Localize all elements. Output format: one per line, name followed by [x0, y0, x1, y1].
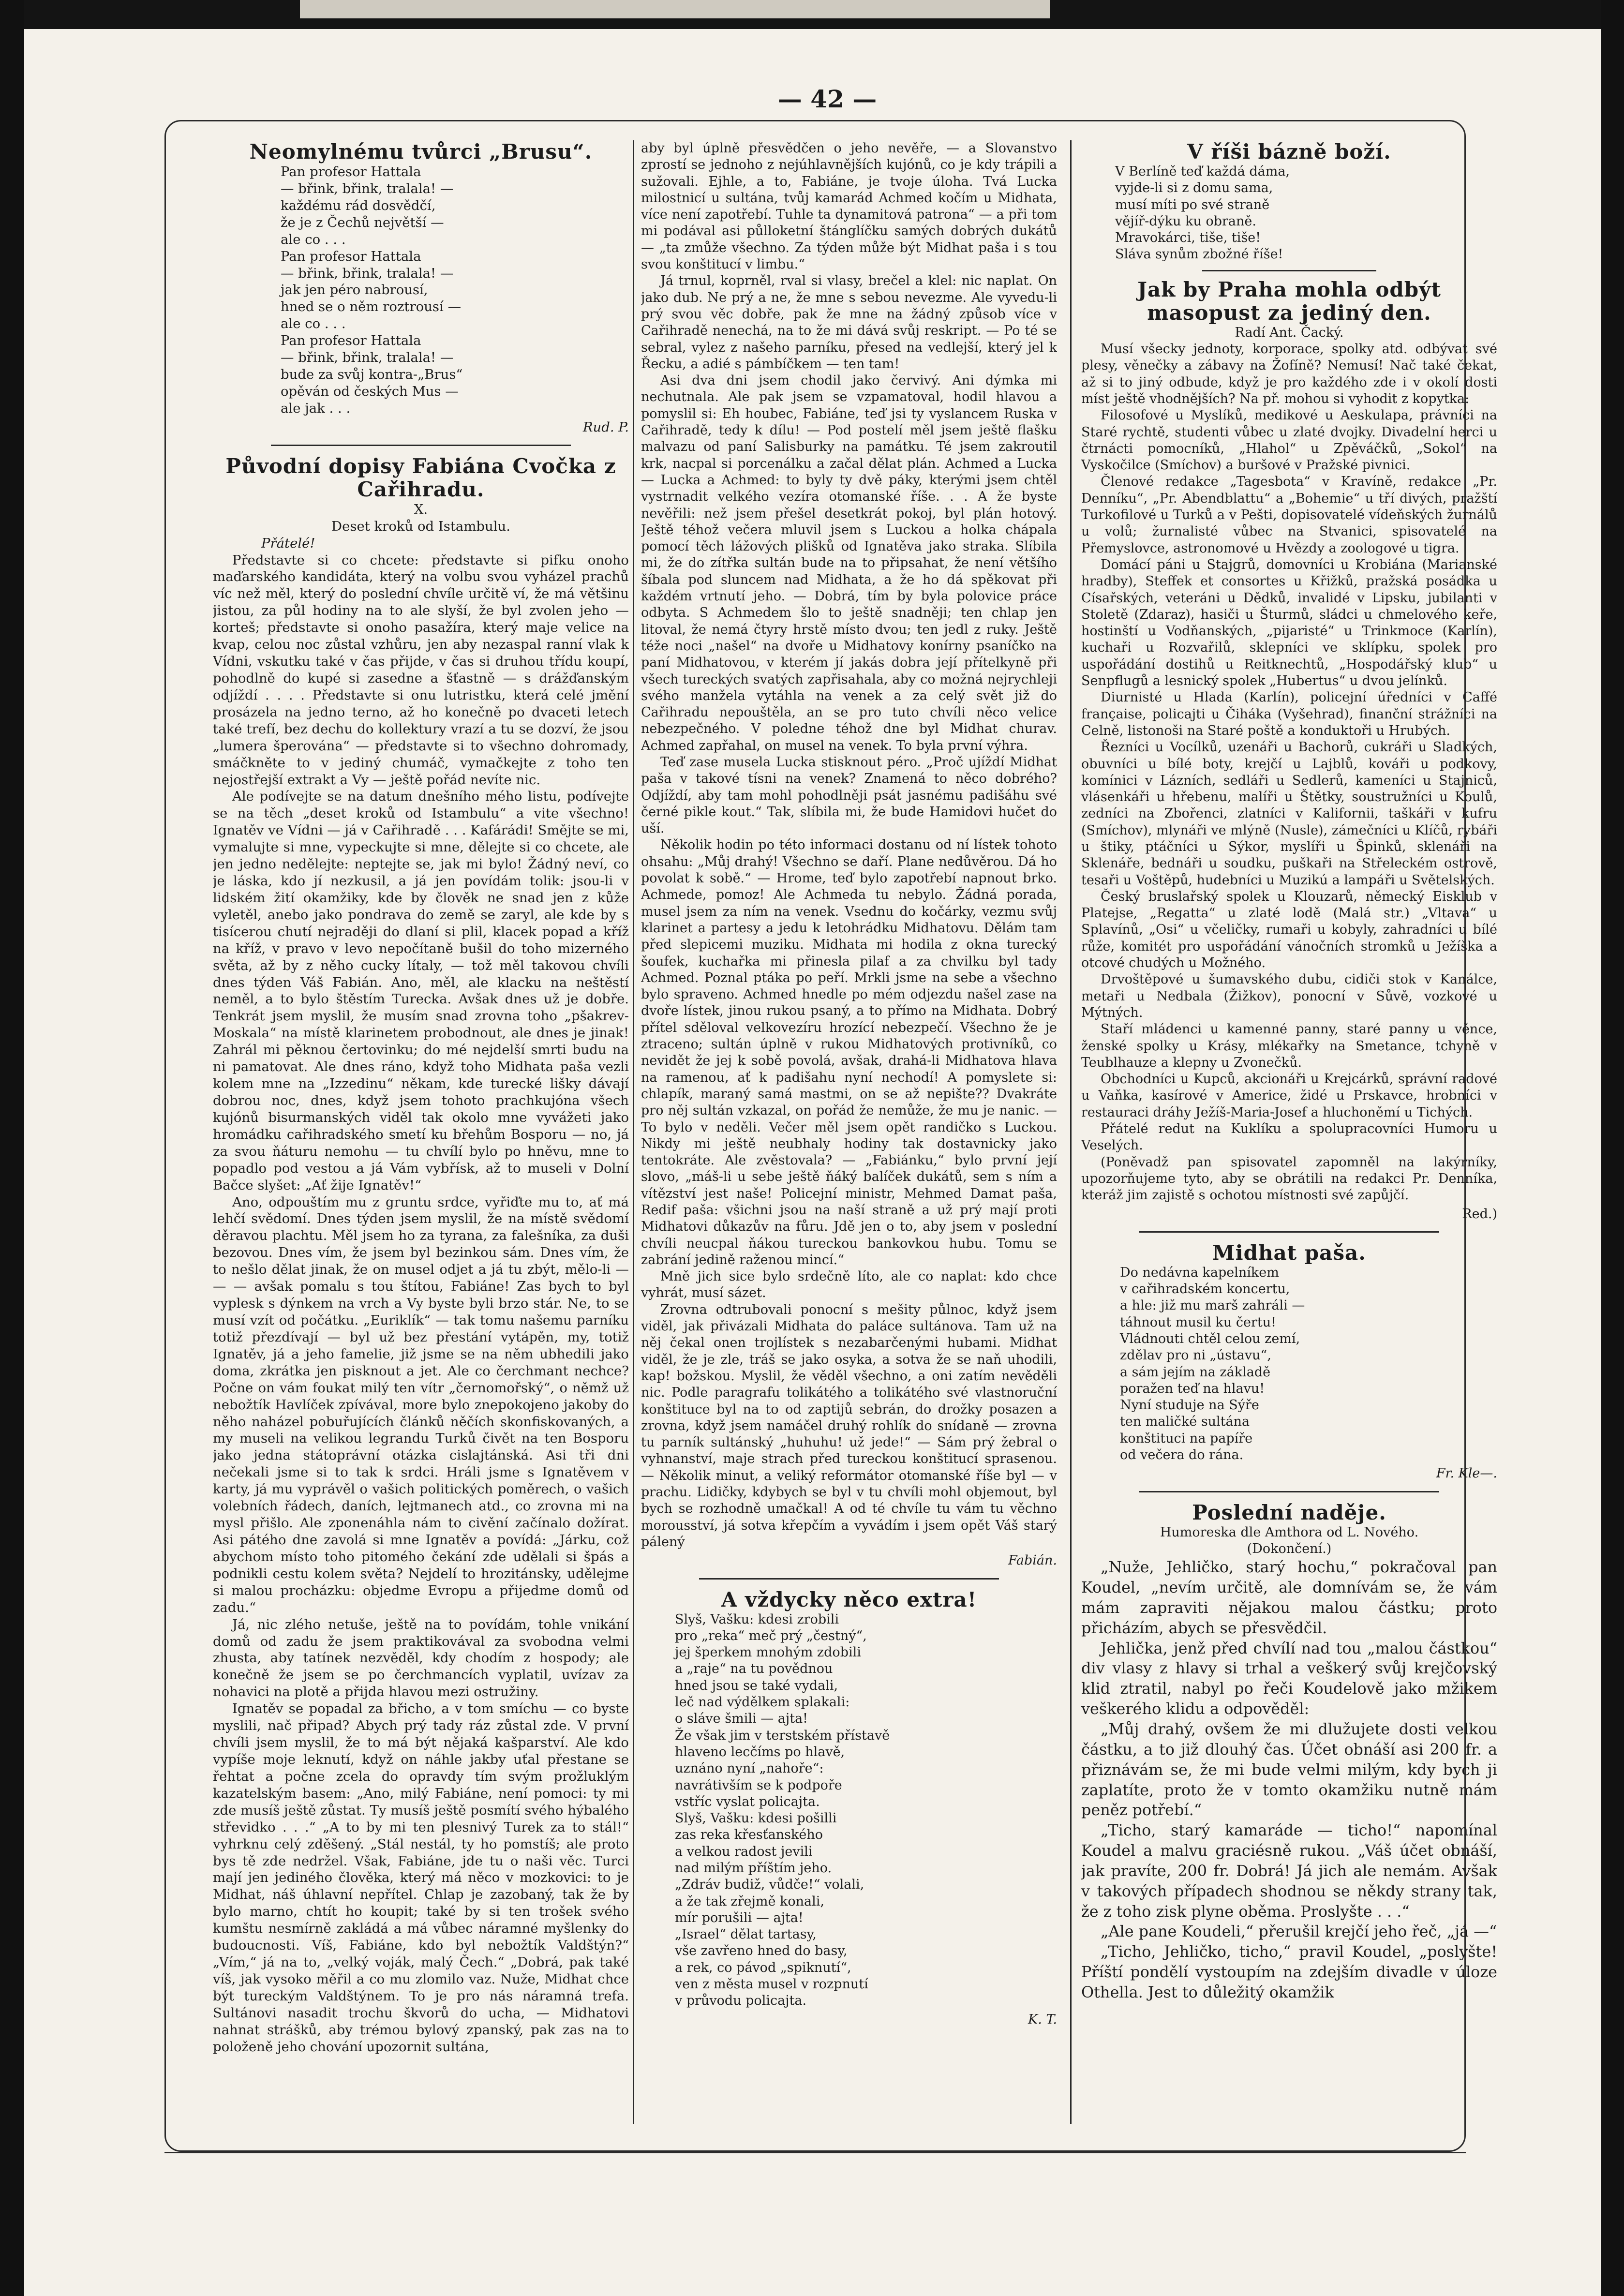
- poem-text: Pan profesor Hattala — břink, břink, tralala! — každému rád dosvědčí, že je z Čechů největší — ale co . . . Pan profesor Hattala — břink, břink, tralala! — jak jen péro nabrousí, hned se o něm roztrousí — ale co . . . Pan profesor Hattala — břink, břink, tralala! — bude za svůj kontra-„Brus“ opěván od českých Mus — ale jak . . .: [281, 164, 463, 416]
- paragraph: „Ticho, starý kamaráde — ticho!“ napomínal Koudel a malvu graciésně rukou. „Váš účet obnáší, jak pravíte, 200 fr. Dobrá! Já jich ale nemám. Avšak v takových případech shodnou se někdy strany tak, že z toho zisk plyne oběma. Proslyšte . . .“: [1081, 1821, 1497, 1921]
- author-signature: Rud. P.: [582, 419, 629, 435]
- separator: [1202, 270, 1376, 271]
- separator: [699, 1578, 999, 1580]
- paragraph: „Ticho, Jehličko, ticho,“ pravil Koudel, „poslyšte! Příští pondělí vystoupím na zdejším divadle v úloze Othella. Jest to důležitý okamžik: [1081, 1942, 1497, 2001]
- paragraph: Ano, odpouštím mu z gruntu srdce, vyřiďte mu to, ať má lehčí svědomí. Dnes týden jsem myslil, že na místě svědomí děravou plachtu. Měl jsem ho za tyrana, za falešníka, za duši bezovou. Dnes vím, že jsem byl bezinkou sám. Dnes vím, že to nešlo dělat jinak, že on musel odjet a já tu zbýt, mělo-li — — — avšak pomalu s tou štítou, Fabiáne! Zas bych to byl vyplesk s dýnkem na vrch a Vy byste byli brzo stár. Ne, to se musí vzít od počátku. „Euriklík“ — tak tomu našemu parníku totiž přezdívají — byl už bez přestání vytápěn, my, totiž Ignatěv, já a jeho famelie, již jsme se na něm ubhedili jako doma, zkrátka jen pisknout a jet. Ale co čerchmant nechce? Počne on vám foukat milý ten vítr „černomořský“, o němž už nebožtík Havlíček zpívával, more bylo znepokojeno jakoby do něho naházel pobuřujících článků něčích skonfiskovaných, a my museli na velikou legrandu Turků čivět na ten Bosporu jako jedna státoprávní otázka cislajtánská. Asi tři dni nečekali jsme si to tak k srdci. Hráli jsme s Ignatěvem v karty, já mu vyprávěl o vašich politických poměrech, o vašich volebních řádech, daních, lejtmanech atd., co zrovna mi na mysl přišlo. Ale zponenáhla nám to civění začínalo dožírat. Asi pátého dne zavolá si mne Ignatěv a povídá: „Járku, což abychom místo toho pitomého čekání zde udělali si špás a podnikli cestu kolem světa? Nejdelí to hrozitánsky, udělejme si malou procházku: objedme Evropu a přijedme domů od zadu.“: [213, 1194, 629, 1615]
- column-1: [213, 140, 629, 2080]
- editor-signature: Red.): [1462, 1206, 1497, 1222]
- letter-greeting: Přátelé!: [261, 535, 315, 551]
- column-rule-2: [1070, 140, 1072, 2124]
- article-subtitle: Deset kroků od Istambulu.: [331, 518, 510, 534]
- poem-text: V Berlíně teď každá dáma, vyjde-li si z domu sama, musí míti po své straně vějíř-dýku ku obraně. Mravokárci, tiše, tiše! Sláva synům zbožné říše!: [1115, 164, 1290, 262]
- poem-text: Slyš, Vašku: kdesi zrobili pro „reka“ meč prý „čestný“, jej šperkem mnohým zdobili a „raje“ na tu povědnou hned jsou se také vydali, leč nad výdělkem splakali: o sláve šmili — ajta! Že však jim v terstském přístavě hlaveno lecčíms po hlavě, uznáno nyní „nahoře“: navrátivším se k podpoře vstříc vyslat policajta. Slyš, Vašku: kdesi pošilli zas reka křesťanského a velkou radost jevili nad milým příštím jeho. „Zdráv budiž, vůdče!“ volali, a že tak zřejmě konali, mír porušili — ajta! „Israel“ dělat tartasy, vše zavřeno hned do basy, a rek, co pávod „spiknutí“, ven z města musel v rozpnutí v průvodu policajta.: [675, 1611, 890, 2009]
- paragraph: Domácí páni u Stajgrů, domovníci u Krobiána (Marianské hradby), Steffek et consortes u Křižků, pražská posádka u Císařských, veteráni u Dědků, invalidé v Lipsku, jubilanti v Stoletě (Zdaraz), hasiči u Šturmů, sládci u chmelového keře, hostinští u Vodňanských, „pijaristé“ u Trinkmoce (Karlín), kuchaři u Rozvařilů, sklepníci ve sklípku, spolek pro uspořádání dostihů u Reitknechtů, „Hospodářský klub“ u Senpflugů a lesnický spolek „Hubertus“ u dvou jelínků.: [1081, 557, 1497, 689]
- poem-title: Midhat paša.: [1212, 1240, 1366, 1265]
- paragraph: Členové redakce „Tagesbota“ v Kravíně, redakce „Pr. Denníku“, „Pr. Abendblattu“ a „Bohemie“ u tří divých, pražští Turkofilové u Turků a v Pešti, dopisovatelé vídeňských žurnálů u volů; žurnalisté vůbec na Stvanici, spisovatelé na Přemyslovce, astronomové u Hvězdy a zoologové u tigra.: [1081, 474, 1497, 556]
- paragraph: Ignatěv se popadal za břicho, a v tom smíchu — co byste myslili, nač připad? Abych prý tady ráz zůstal zde. V první chvíli jsem myslil, že to má být nějaká kašparství. Ale kdo vypíše moje leknutí, když on náhle jakby uťal přestane se řehtat a počne zcela do opravdy tím svým prožluklým kazatelským basem: „Ano, milý Fabiáne, není pomoci: ty mi zde musíš ještě zůstat. Ty musíš ještě posmítí svého hýbalého střevidko . . .“ „A to by mi ten plesnivý Turek za to stál!“ vyhrknu celý zděšený. „Stál nestál, ty ho pomstíš; ale proto bys tě zde nedržel. Však, Fabiáne, jde tu o naši věc. Turci mají jen jediného člověka, který má něco v mozkovici: to je Midhat, náš úhlavní nepřítel. Chlap je zazobaný, tak že by bylo marno, chtít ho koupit; také by si ten trošek svého kumštu nesmírně zakládá a má vůbec náramné myšlenky do budoucnosti. Víš, Fabiáne, kdo byl nebožtík Valdštýn?“ „Vím,“ já na to, „velký voják, malý Čech.“ „Dobrá, pak také víš, jak vysoko měřil a co mu zlomilo vaz. Nuže, Midhat chce být tureckým Valdštýnem. To je pro nás náramná trefa. Sultánovi nasadit trochu škvorů do ucha, — Midhatovi nahnat strášků, aby trémou bylový zpanský, pak zas na to položeně jeho chování upozornit sultána,: [213, 1701, 629, 2055]
- chapter-number: X.: [414, 501, 428, 517]
- author-signature: K. T.: [1028, 2012, 1057, 2027]
- paragraph: Asi dva dni jsem chodil jako červivý. Ani dýmka mi nechutnala. Ale pak jsem se vzpamatoval, hodil hlavou a pomyslil si: Eh houbec, Fabiáne, teď jsi ty vyslancem Ruska v Cařihradě, tedy k dílu! — Pod postelí měl jsem ještě flašku malvazu od paní Salisburky na památku. Té jsem zakroutil krk, nacpal si porcenálku a začal dělat plán. Achmed a Lucka — Lucka a Achmed: to byly ty dvě páky, kterými jsem chtěl vystrnadit velkého vezíra otomanské říše. . . A že byste nevěřili: než jsem přešel desetkrát pokoj, byl plán hotový. Ještě téhož večera mluvil jsem s Luckou a holka chápala pomocí těch lážových plišků od Ignatěva jako straka. Slíbila mi, že do zítřka sultán bude na to připsahat, že není většího šíbala pod sluncem nad Midhata, a že ho dá spěkovat při každém vrtnutí jeho. — Dobrá, tím by byla polovice práce odbyta. S Achmedem šlo to ještě snadněji; ten chlap jen litoval, že nemá čtyry hrstě místo dvou; ten jedl z ruky. Ještě téže noci „našel“ na dvoře u Midhatovy konírny psaníčko na paní Midhatovou, v kterém jí jakás dobra její přítelkyně při všech tureckých svatých zapřisahala, aby co možná nejrychleji svého manžela vytáhla na venek a za celý svět již do Cařihradu nepouštěla, an se pro tuto chvíli něco velice nebezpečného. V poledne téhož dne byl Midhat churav. Achmed zapřahal, on musel na venek. To byla první výhra.: [641, 373, 1057, 753]
- paragraph: Ale podívejte se na datum dnešního mého listu, podívejte se na těch „deset kroků od Istambulu“ a vite všechno! Ignatěv ve Vídni — já v Cařihradě . . . Kafárádi! Smějte se mi, vymalujte si mne, vypeckujte si mne, dělejte si co chcete, ale jen jedno nedělejte: neptejte se, jak mi bylo! Žádný neví, co je láska, kdo jí nezkusil, a já jen povídám tolik: jsou-li v lidském žití okamžiky, kde by člověk ne snad jen z kůže vyletěl, anebo jako pondrava do země se zaryl, ale kde by s tisícerou chutí nejraději do dlaní si plil, klacek popad a kříž na kříž, v pravo v levo nepočítaně bušil do toho mizerného světa, až by z něho cucky lítaly, — tož měl takovou chvíli dnes týden Váš Fabián. Ano, měl, ale klacku na neštěstí neměl, a to bylo štěstím Turecka. Avšak dnes už je dobře. Tenkrát jsem myslil, že musím snad zrovna toho „pšakrev-Moskala“ na místě klarinetem probodnout, ale dnes je jinak! Zahrál mi pěknou čertovinku; do mé nejdelší smrti budu na ni pamatovat. Ale dnes ráno, když toho Midhata paša vezli kolem mne na „Izzedinu“ někam, kde turecké lišky dávají dobrou noc, dnes, když jsem tohoto prachkujóna všech kujónů bisurmanských viděl tak okolo mne vyvážeti jako hromádku cařihradského smetí ku břehům Bosporu — no, já za svou ňáturu nemohu — tu chvílí bylo po hněvu, mne to popadlo pod vestou a já Vám vybřísk, až to museli v Dolní Bačce slyšet: „Ať žije Ignatěv!“: [213, 789, 629, 1193]
- article-author: Radí Ant. Čacký.: [1235, 325, 1344, 340]
- separator: [271, 445, 571, 446]
- paragraph: Diurnisté u Hlada (Karlín), policejní úředníci v Caffé française, policajti u Čiháka (Vyšehrad), finanční strážníci na Celně, listonoši na Staré poště a konduktoři u Hrubých.: [1081, 690, 1497, 738]
- paragraph: (Poněvadž pan spisovatel zapomněl na lakýrníky, upozorňujeme tyto, aby se obrátili na redakci Pr. Denníka, kteráž jim zajistě s ochotou místnosti své zapůjčí.: [1081, 1154, 1497, 1203]
- separator: [1139, 1231, 1439, 1233]
- paragraph: „Nuže, Jehličko, starý hochu,“ pokračoval pan Koudel, „nevím určitě, ale domnívám se, že vám mám zapraviti nějakou malou částku; proto přicházím, abych se přesvědčil.: [1081, 1558, 1497, 1637]
- page-number: — 42 —: [777, 85, 877, 113]
- paragraph: Já, nic zlého netuše, ještě na to povídám, tohle vnikání domů od zadu že jsem praktikovával za svobodna velmi zhusta, aby tatínek nezvěděl, kdy chodím z hospody; ale konečně že jsem se po čerchmancích vyplatil, uvízav za nohavici na plotě a přijda hlavou mezi ostružiny.: [213, 1616, 629, 1700]
- paragraph: Teď zase musela Lucka stisknout péro. „Proč ujíždí Midhat paša v takové tísni na venek? Znamená to něco dobrého? Odjíždí, aby tam mohl pohodlněji psát jasnému padišáhu své černé pikle kout.“ Tak, slíbila mi, že bude Hamidovi hučet do uší.: [641, 754, 1057, 836]
- poem-text: Do nedávna kapelníkem v cařihradském koncertu, a hle: již mu marš zahráli — táhnout musil ku čertu! Vládnouti chtěl celou zemí, zdělav pro ni „ústavu“, a sám jejím na základě poražen teď na hlavu! Nyní studuje na Sýře ten maličké sultána konštituci na papíře od večera do rána.: [1120, 1265, 1305, 1463]
- poem-title: A vždycky něco extra!: [721, 1587, 977, 1611]
- paragraph: Obchodníci u Kupců, akcionáři u Krejcárků, správní radové u Vaňka, kasírové v Americe, židé u Prskavce, hrobníci v restauraci dráhy Ježíš-Maria-Josef a hluchoněmí u Tichých.: [1081, 1072, 1497, 1120]
- paragraph: Já trnul, koprněl, rval si vlasy, brečel a klel: nic naplat. On jako dub. Ne prý a ne, že mne s sebou nevezme. Ale vyvedu-li prý svou věc dobře, pak že mne na žádný způsob více v Cařihradě nenechá, na to že mi dává svůj reskript. — Po té se sebral, vylez z našeho parníku, přesed na vedlejší, který jel k Řecku, a adié s pámbíčkem — ten tam!: [641, 273, 1057, 372]
- paragraph: Filosofové u Myslíků, medikové u Aeskulapa, právníci na Staré rychtě, studenti vůbec u zlaté dvojky. Divadelní herci u čtrnácti pomocníků, „Hlahol“ u Zpěváčků, „Sokol“ na Vyskočilce (Smíchov) a buršové v Pražské pivnici.: [1081, 408, 1497, 473]
- paragraph: aby byl úplně přesvědčen o jeho nevěře, — a Slovanstvo zprostí se jednoho z nejúhlavnějších kujónů, co je kdy trápili a sužovali. Ejhle, a to, Fabiáne, je tvoje úloha. Tvá Lucka milostnicí u sultána, tvůj kamarád Achmed kočím u Midhata, více není zapotřebí. Tuhle ta dynamitová patrona“ — a při tom mi podával asi půlloketní štánglíčku samých dobrých dukátů — „ta zmůže všechno. Za týden může být Midhat paša i s tou svou konštitucí v limbu.“: [641, 141, 1057, 272]
- article-title: V říši bázně boží.: [1187, 140, 1391, 164]
- paragraph: Představte si co chcete: představte si pifku onoho maďarského kandidáta, který na volbu svou vyházel prachů víc než měl, který do poslední chvíle určitě ví, že má většinu jistou, za půl hodiny na to ale slyší, že byl zvolen jeho — korteš; představte si onoho pasažíra, který maje velice na kvap, celou noc zůstal vzhůru, jen aby nezaspal ranní vlak k Vídni, vskutku také v čas přijde, v čas si druhou třídu koupí, pohodlně do kupé si zasedne a šťastně — s drážďanským odjíždí . . . . Představte si onu lutristku, která celé jmění prosázela na jedno terno, až ho konečně po dvaceti letech také trefí, bez dechu do kollektury vrazí a tu se dozví, že jsou „lumera šperována“ — představte si to všechno dohromady, smáčkněte to v jediný chumáč, vymačkejte z toho ten nejostřejší extrakt a Vy — ještě pořád nevíte nic.: [213, 552, 629, 788]
- paragraph: Řezníci u Vocílků, uzenáři u Bachorů, cukráři u Sladkých, obuvníci u bílé boty, krejčí u Lajblů, kováři u podkovy, komínici v Lázních, sedláři u Sedlerů, kameníci u Stajniců, vlásenkáři u hřebenu, malíři u Štětky, soustružníci u Koulů, zedníci na Zbořenci, zlatníci v Kalifornii, taškáři v kufru (Smíchov), mlynáři ve mlýně (Nusle), zámečníci u Klíčů, rybáři u štiky, ptáčníci u Sýkor, myslíři u Špinků, sklenáři na Sklenáře, bednáři u soudku, puškaři na Střeleckém ostrově, tesaři u Voštěpů, hudebníci u Muzikú a lampáři u Světelských.: [1081, 740, 1497, 888]
- article-title: Původní dopisy Fabiána Cvočka z Cařihradu.: [225, 454, 616, 501]
- separator: [1139, 1491, 1439, 1492]
- bottom-rule: [164, 2152, 1466, 2153]
- scan-light-edge-top: [300, 0, 1050, 18]
- paragraph: Drvoštěpové u šumavského dubu, cidiči stok v Kanálce, metaři u Nedbala (Žižkov), ponocní v Sůvě, vozkové u Mýtných.: [1081, 972, 1497, 1020]
- paragraph: Zrovna odtrubovali ponocní s mešity půlnoc, když jsem viděl, jak přivázali Midhata do paláce sultánova. Tam už na něj čekal onen trojlístek s nezabarčenými hubami. Midhat viděl, že je zle, tráš se jako osyka, a sotva že se naň uhodili, kap! božskou. Myslil, že věděl všechno, a oni zatím nevěděli nic. Podle paragrafu tolikátého a tolikátého své vlastnoruční konštituce byl na to od zaptijů sebrán, do drožky posazen a zrovna, když jsem namáčel druhý rohlík do snídaně — zrovna tu parník sultánský „huhuhu! už jede!“ — Sám prý žebral o vyhnanství, maje strach před tureckou konštitucí sprasenou. — Několik minut, a veliký reformátor otomanské říše byl — v prachu. Lidičky, kdybych se byl v tu chvíli mohl objemout, byl bych se rozhodně umačkal! A od té chvíle tu vám tu věchno morousství, já sotva křepčím a vyvádím i jsem opět Váš starý pálený: [641, 1302, 1057, 1550]
- article-subtitle: (Dokončení.): [1247, 1541, 1332, 1556]
- paragraph: „Můj drahý, ovšem že mi dlužujete dosti velkou částku, a to již dlouhý čas. Účet obnáší asi 200 fr. a přiznávám se, že mi bude velmi milým, kdy bych ji zaplatíte, proto že v tomto okamžiku nutně mám peněz potřebí.“: [1081, 1720, 1497, 1819]
- scan-dark-edge-right: [1601, 0, 1624, 2296]
- paragraph: Přátelé redut na Kuklíku a spolupracovníci Humoru u Veselých.: [1081, 1121, 1497, 1153]
- scan-dark-edge-left: [0, 0, 24, 2296]
- paragraph: Staří mládenci u kamenné panny, staré panny u věnce, ženské spolky u Krásy, mlékařky na Smetance, tchyně v Teublhauze a klepny u Zvonečků.: [1081, 1022, 1497, 1070]
- article-title: Neomylnému tvůrci „Brusu“.: [249, 140, 593, 164]
- author-signature: Fr. Kle—.: [1436, 1466, 1497, 1481]
- article-title: Jak by Praha mohla odbýt masopust za jediný den.: [1137, 277, 1441, 325]
- paragraph: Mně jich sice bylo srdečně líto, ale co naplat: kdo chce vyhrát, musí sázet.: [641, 1269, 1057, 1301]
- column-3: [1081, 140, 1497, 2075]
- column-rule-1: [633, 140, 634, 2124]
- paragraph: Český bruslařský spolek u Klouzarů, německý Eisklub v Platejse, „Regatta“ u zlaté lodě (Malá str.) „Vltava“ u Splavínů, „Osi“ u včeličky, rumaři u kobyly, zahradníci u bílé růže, komitét pro uspořádání vánočních stromků u Ježíška a otcové chudých u Možného.: [1081, 889, 1497, 971]
- paragraph: Jehlička, jenž před chvílí nad tou „malou částkou“ div vlasy z hlavy si trhal a veškerý svůj krejčovský klid ztratil, nabyl po řeči Koudelově jako mžikem veškerého klidu a odpověděl:: [1081, 1639, 1497, 1718]
- article-title: Poslední naděje.: [1192, 1500, 1386, 1524]
- paragraph: Několik hodin po této informaci dostanu od ní lístek tohoto ohsahu: „Můj drahý! Všechno se daří. Plane nedůvěrou. Dá ho povolat k sobě.“ — Hrome, teď bylo zapotřebí napnout brko. Achmede, pomoz! Ale Achmeda tu nebylo. Žádná porada, musel jsem za ním na venek. Vsednu do kočárky, vezmu svůj klarinet a partesy a jedu k letohrádku Midhatovu. Dělám tam před slepicemi muziku. Midhata mi hodila z okna turecký šoufek, kuchařka mi přinesla pilaf a za chvilku byl tady Achmed. Poznal ptáka po peří. Mrkli jsme na sebe a všechno bylo spraveno. Achmed hnedle po mém odjezdu našel zase na dvoře lístek, jinou rukou psaný, a to přímo na Midhata. Dobrý přítel sděloval velkovezíru hrozící nebezpečí. Všechno že je ztraceno; sultán úplně v rukou Midhatových protivníků, co nevidět že jej k sobě povolá, avšak, drahá-li Midhatova hlava na ramenou, ať k padišahu nyní nechodí! A pomyslete si: chlapík, maraný samá mastmi, on se až nepište?? Dvakráte pro něj sultán vzkazal, on pořád že nemůže, že mu je nanic. — To bylo v neděli. Večer měl jsem opět randičko s Luckou. Nikdy mi ještě neubhaly hodiny tak dostavnicky jako tentokráte. Ale zvěstovala? — „Fabiánku,“ bylo první její slovo, „máš-li u sebe ještě ňáký balíček dukátů, sem s ním a vítězství jest naše! Policejní ministr, Mehmed Damat paša, Redif paša: všichni jsou na naší straně a už prý mají proti Midhatovi důkazův na fůru. Jdě jen o to, aby jsem v poslední chvíli neucpal ňákou tureckou bankovkou hubu. Tomu se zabrání jedině raženou mincí.“: [641, 837, 1057, 1267]
- column-2: [641, 140, 1057, 2075]
- article-subtitle: Humoreska dle Amthora od L. Nového.: [1160, 1524, 1419, 1540]
- author-signature: Fabián.: [1008, 1553, 1057, 1568]
- paragraph: „Ale pane Koudeli,“ přerušil krejčí jeho řeč, „já —“: [1101, 1922, 1497, 1941]
- paragraph: Musí všecky jednoty, korporace, spolky atd. odbývat své plesy, věnečky a zábavy na Žofíně? Nemusí! Nač také čekat, až si to jiný odbude, když je pro každého zde i v okolí dosti míst ještě vhodnějších? Na př. mohou si vyhodit z kopytka:: [1081, 342, 1497, 406]
